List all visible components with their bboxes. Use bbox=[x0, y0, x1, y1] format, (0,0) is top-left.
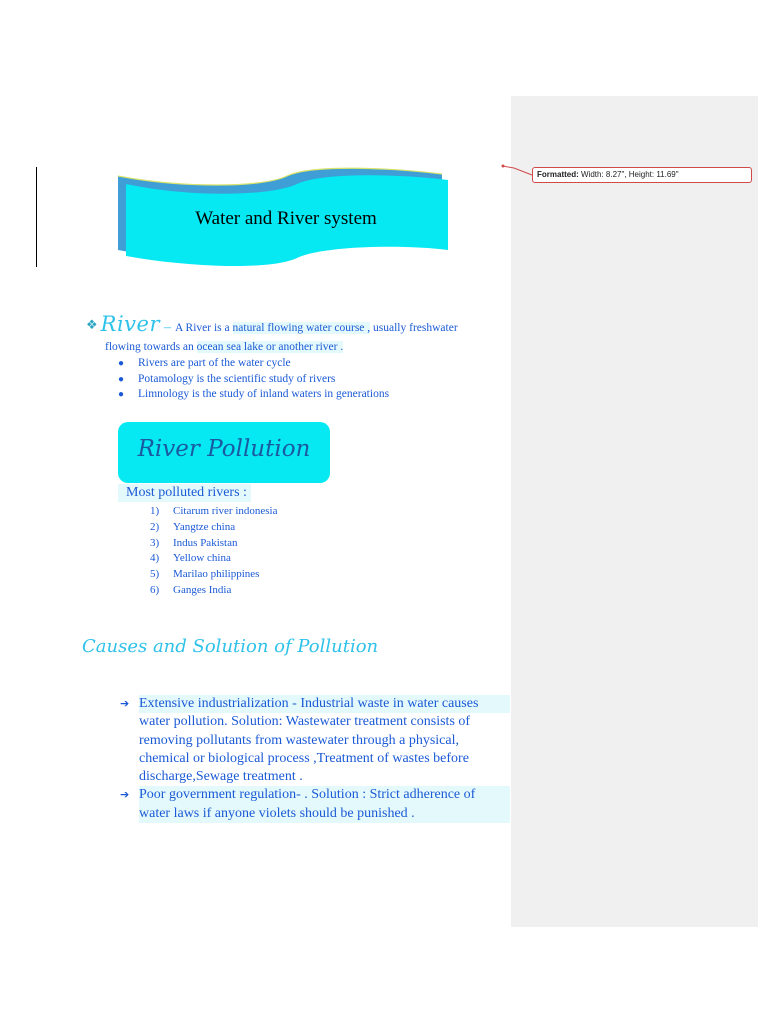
formatted-comment-balloon[interactable] bbox=[532, 167, 752, 183]
river-pollution-title: River Pollution bbox=[137, 436, 311, 462]
causes-heading: Causes and Solution of Pollution bbox=[82, 636, 379, 657]
cause-line: water laws if anyone violets should be punished . bbox=[139, 805, 510, 823]
cause-line: water pollution. Solution: Wastewater treatment consists of bbox=[139, 714, 471, 730]
cause-line: Poor government regulation- . Solution : Strict adherence of bbox=[139, 786, 510, 804]
river-def-highlight: natural flowing water course , bbox=[232, 322, 371, 334]
comment-pane bbox=[511, 96, 758, 927]
list-number: 2) bbox=[150, 520, 160, 533]
cause-line: removing pollutants from wastewater through a physical, bbox=[139, 732, 459, 748]
formatted-label: Formatted: bbox=[537, 170, 579, 179]
arrow-bullet-icon: ➔ bbox=[120, 788, 130, 802]
list-number: 3) bbox=[150, 536, 160, 549]
river-name: Yellow china bbox=[173, 552, 231, 565]
list-item bbox=[118, 356, 389, 372]
river-name: Citarum river indonesia bbox=[173, 505, 278, 517]
list-item bbox=[150, 551, 277, 567]
list-item bbox=[150, 536, 277, 552]
river-heading: River bbox=[100, 312, 161, 336]
river-def-text-2: usually freshwater bbox=[370, 322, 458, 334]
bullet-dot-icon: ● bbox=[118, 358, 125, 369]
river-fact: Potamology is the scientific study of rivers bbox=[138, 372, 336, 385]
river-name: Marilao philippines bbox=[173, 568, 260, 581]
diamond-bullet-icon: ❖ bbox=[86, 317, 98, 332]
river-def-line2-highlight: ocean sea lake or another river . bbox=[196, 341, 344, 353]
river-name: Ganges India bbox=[173, 583, 232, 596]
cause-line: discharge,Sewage treatment . bbox=[139, 769, 303, 785]
list-item bbox=[150, 583, 277, 599]
river-fact: Rivers are part of the water cycle bbox=[138, 357, 291, 369]
list-item bbox=[120, 786, 510, 823]
river-facts-list bbox=[118, 356, 389, 403]
list-number: 1) bbox=[150, 505, 160, 517]
list-item bbox=[150, 567, 277, 583]
list-item bbox=[118, 387, 389, 403]
list-number: 6) bbox=[150, 583, 160, 596]
list-item bbox=[150, 520, 277, 536]
bullet-dot-icon: ● bbox=[118, 373, 125, 385]
cause-line: Extensive industrialization - Industrial waste in water causes bbox=[139, 695, 510, 713]
river-dash: – bbox=[164, 320, 172, 335]
list-item bbox=[118, 372, 389, 388]
document-title: Water and River system bbox=[195, 208, 377, 229]
list-number: 5) bbox=[150, 568, 160, 581]
bullet-dot-icon: ● bbox=[118, 389, 125, 400]
cause-line: chemical or biological process ,Treatment of wastes before bbox=[139, 750, 469, 766]
list-item bbox=[120, 695, 510, 786]
comment-connector bbox=[500, 160, 536, 180]
river-definition-line-2 bbox=[105, 341, 343, 353]
river-name: Indus Pakistan bbox=[173, 536, 238, 549]
causes-list bbox=[120, 695, 510, 823]
most-polluted-label: Most polluted rivers : bbox=[118, 484, 251, 502]
list-item bbox=[150, 504, 277, 520]
river-fact: Limnology is the study of inland waters in generations bbox=[138, 388, 390, 400]
polluted-rivers-list bbox=[150, 504, 277, 599]
river-def-text: A River is a bbox=[175, 322, 233, 334]
formatted-details: Width: 8.27", Height: 11.69" bbox=[578, 170, 679, 179]
arrow-bullet-icon: ➔ bbox=[120, 697, 130, 710]
list-number: 4) bbox=[150, 552, 160, 565]
river-definition-line bbox=[86, 312, 458, 336]
river-def-line2-text: flowing towards an bbox=[105, 341, 197, 353]
river-name: Yangtze china bbox=[173, 520, 236, 533]
text-cursor bbox=[36, 167, 37, 267]
